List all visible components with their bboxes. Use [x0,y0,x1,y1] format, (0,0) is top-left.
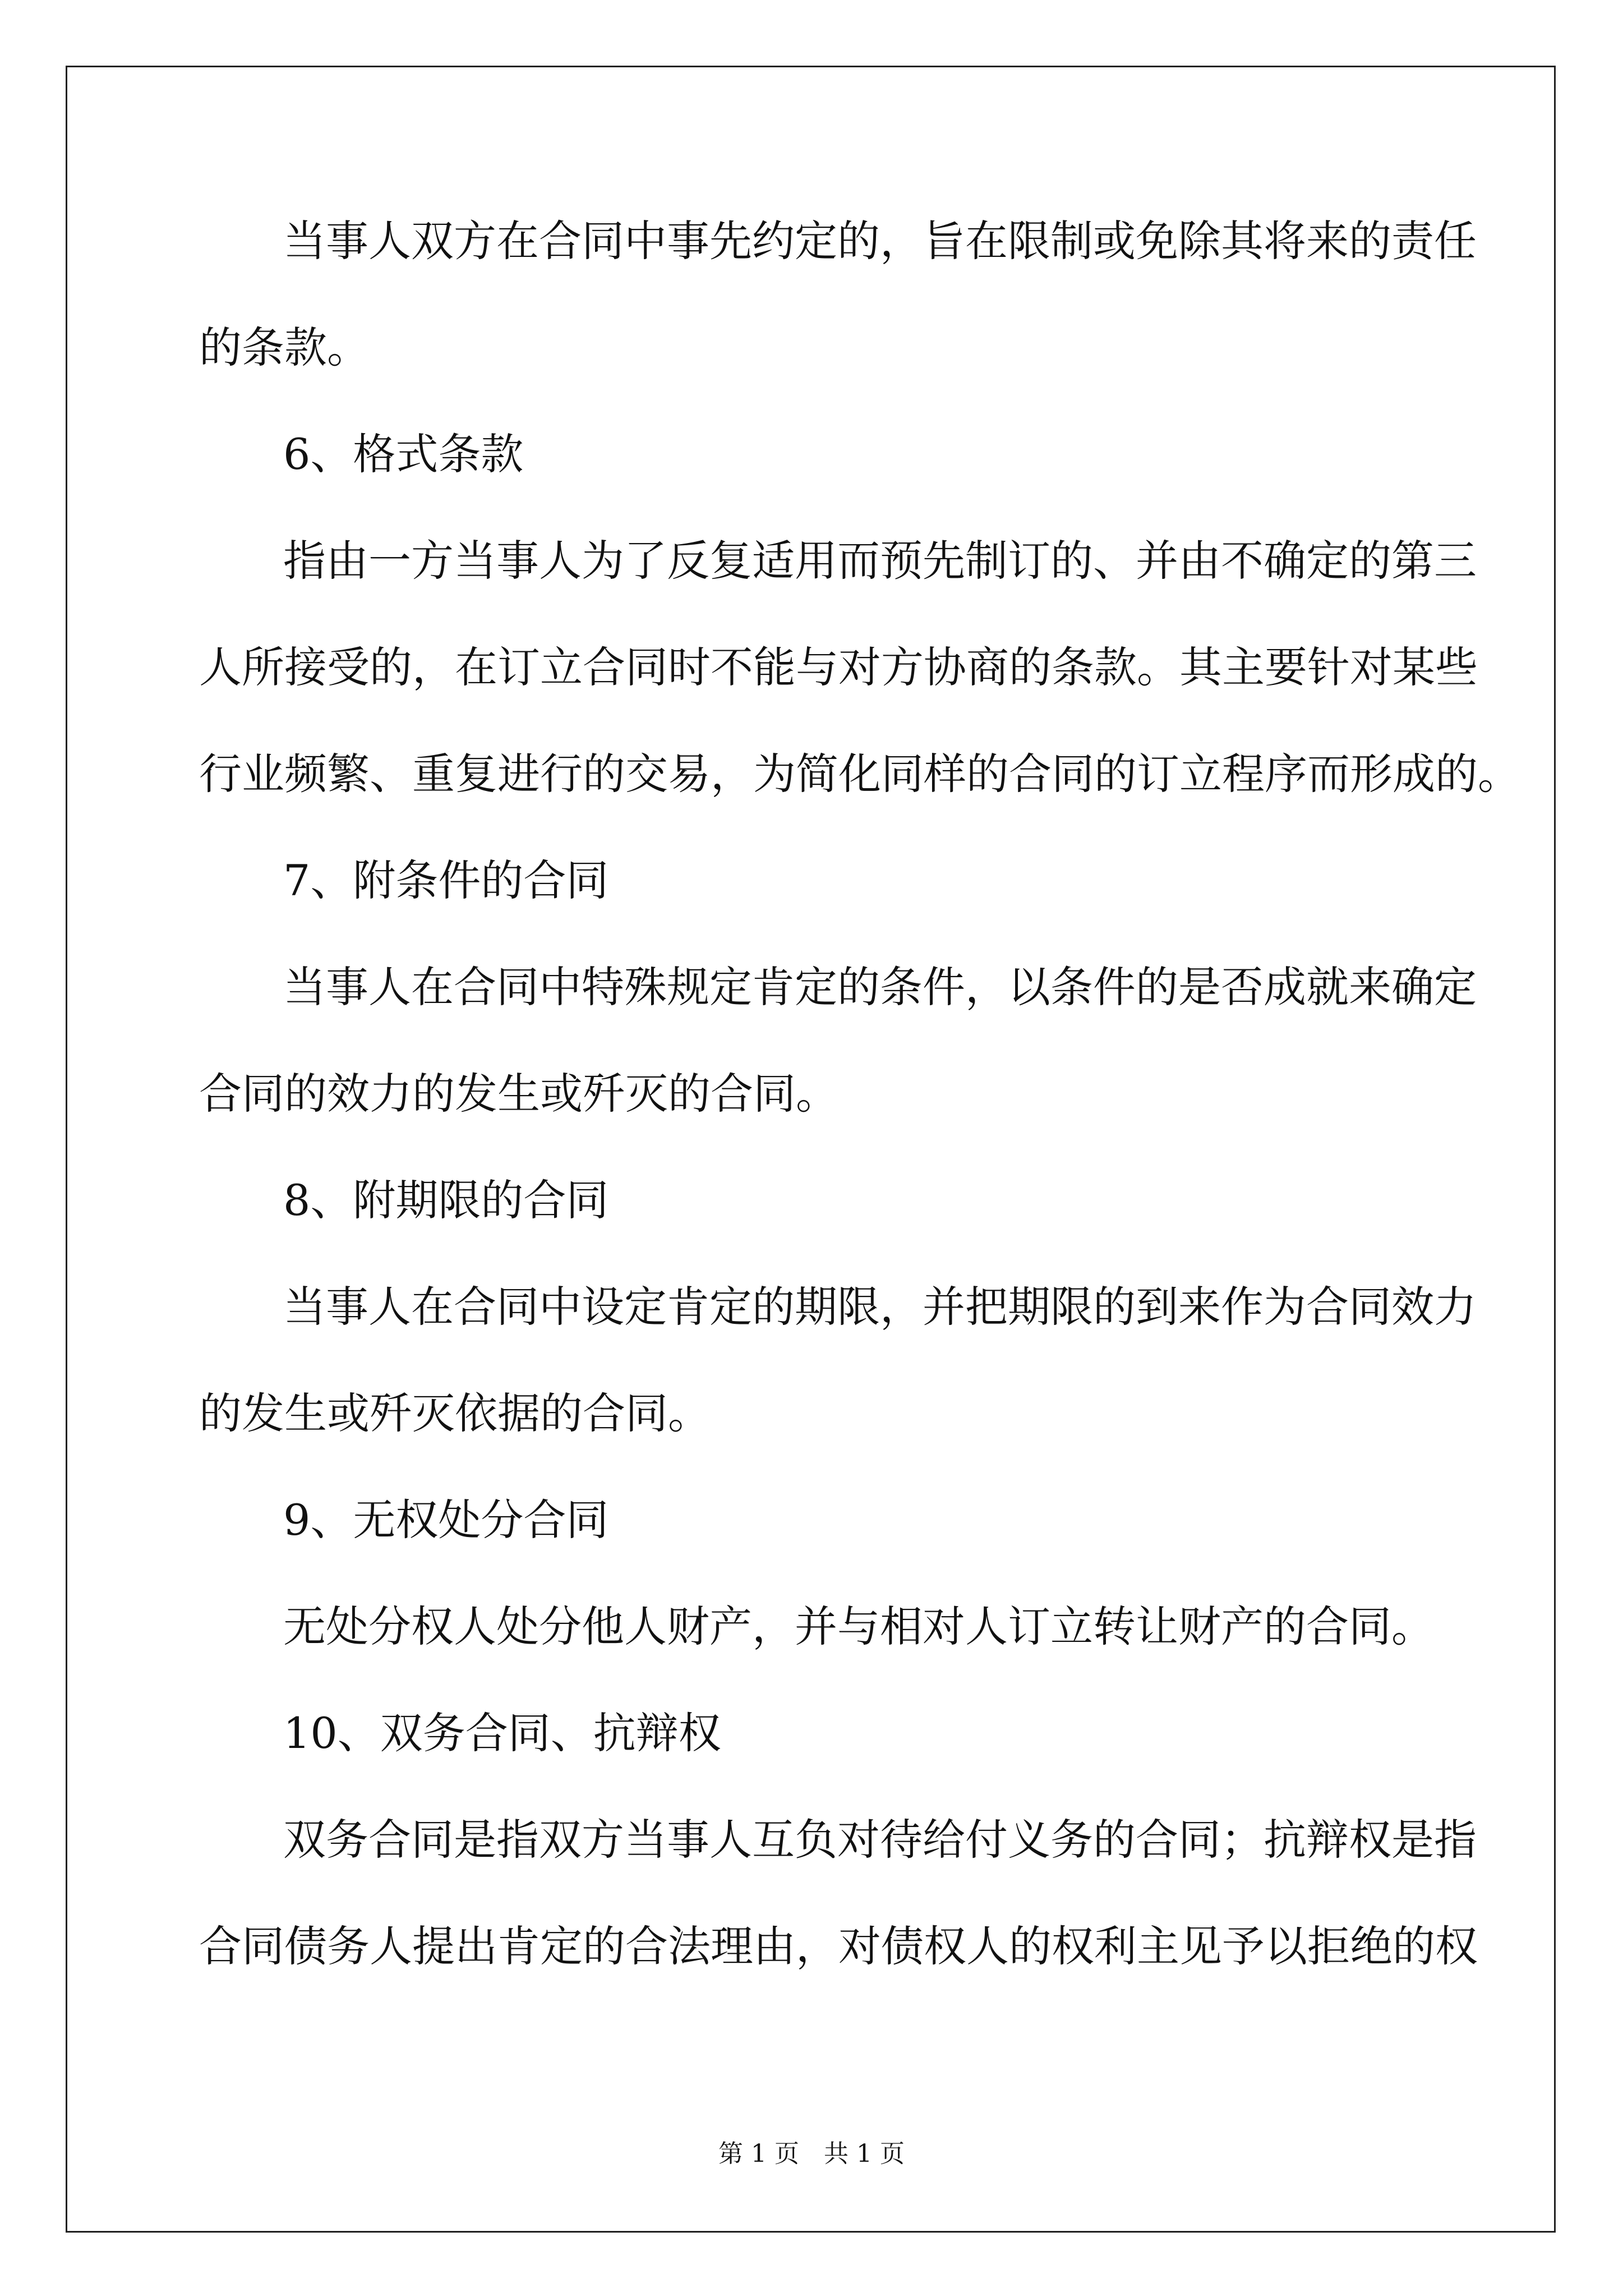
page-number-footer: 第 1 页 共 1 页 [718,2139,905,2168]
paragraph-line: 行业频繁、重复进行的交易，为简化同样的合同的订立程序而形成的。 [199,749,1520,799]
paragraph-line: 合同债务人提出肯定的合法理由，对债权人的权利主见予以拒绝的权 [199,1921,1478,1971]
section-heading: 10、双务合同、抗辩权 [283,1708,721,1758]
paragraph-line: 指由一方当事人为了反复适用而预先制订的、并由不确定的第三 [283,536,1477,586]
section-heading: 8、附期限的合同 [283,1175,609,1225]
section-heading: 9、无权处分合同 [283,1495,609,1545]
paragraph-line: 的发生或歼灭依据的合同。 [199,1388,711,1438]
paragraph-line: 合同的效力的发生或歼灭的合同。 [199,1069,838,1119]
paragraph-line: 当事人在合同中特殊规定肯定的条件，以条件的是否成就来确定 [283,962,1477,1012]
paragraph-line: 当事人在合同中设定肯定的期限，并把期限的到来作为合同效力 [283,1282,1477,1332]
paragraph-line: 的条款。 [199,323,370,372]
paragraph-line: 当事人双方在合同中事先约定的，旨在限制或免除其将来的责任 [283,216,1477,266]
paragraph-line: 无处分权人处分他人财产，并与相对人订立转让财产的合同。 [283,1602,1434,1651]
page-border [66,66,1556,2233]
section-heading: 7、附条件的合同 [283,855,609,905]
paragraph-line: 人所接受的，在订立合同时不能与对方协商的条款。其主要针对某些 [199,642,1478,692]
section-heading: 6、格式条款 [283,429,524,479]
paragraph-line: 双务合同是指双方当事人互负对待给付义务的合同；抗辩权是指 [283,1815,1477,1865]
